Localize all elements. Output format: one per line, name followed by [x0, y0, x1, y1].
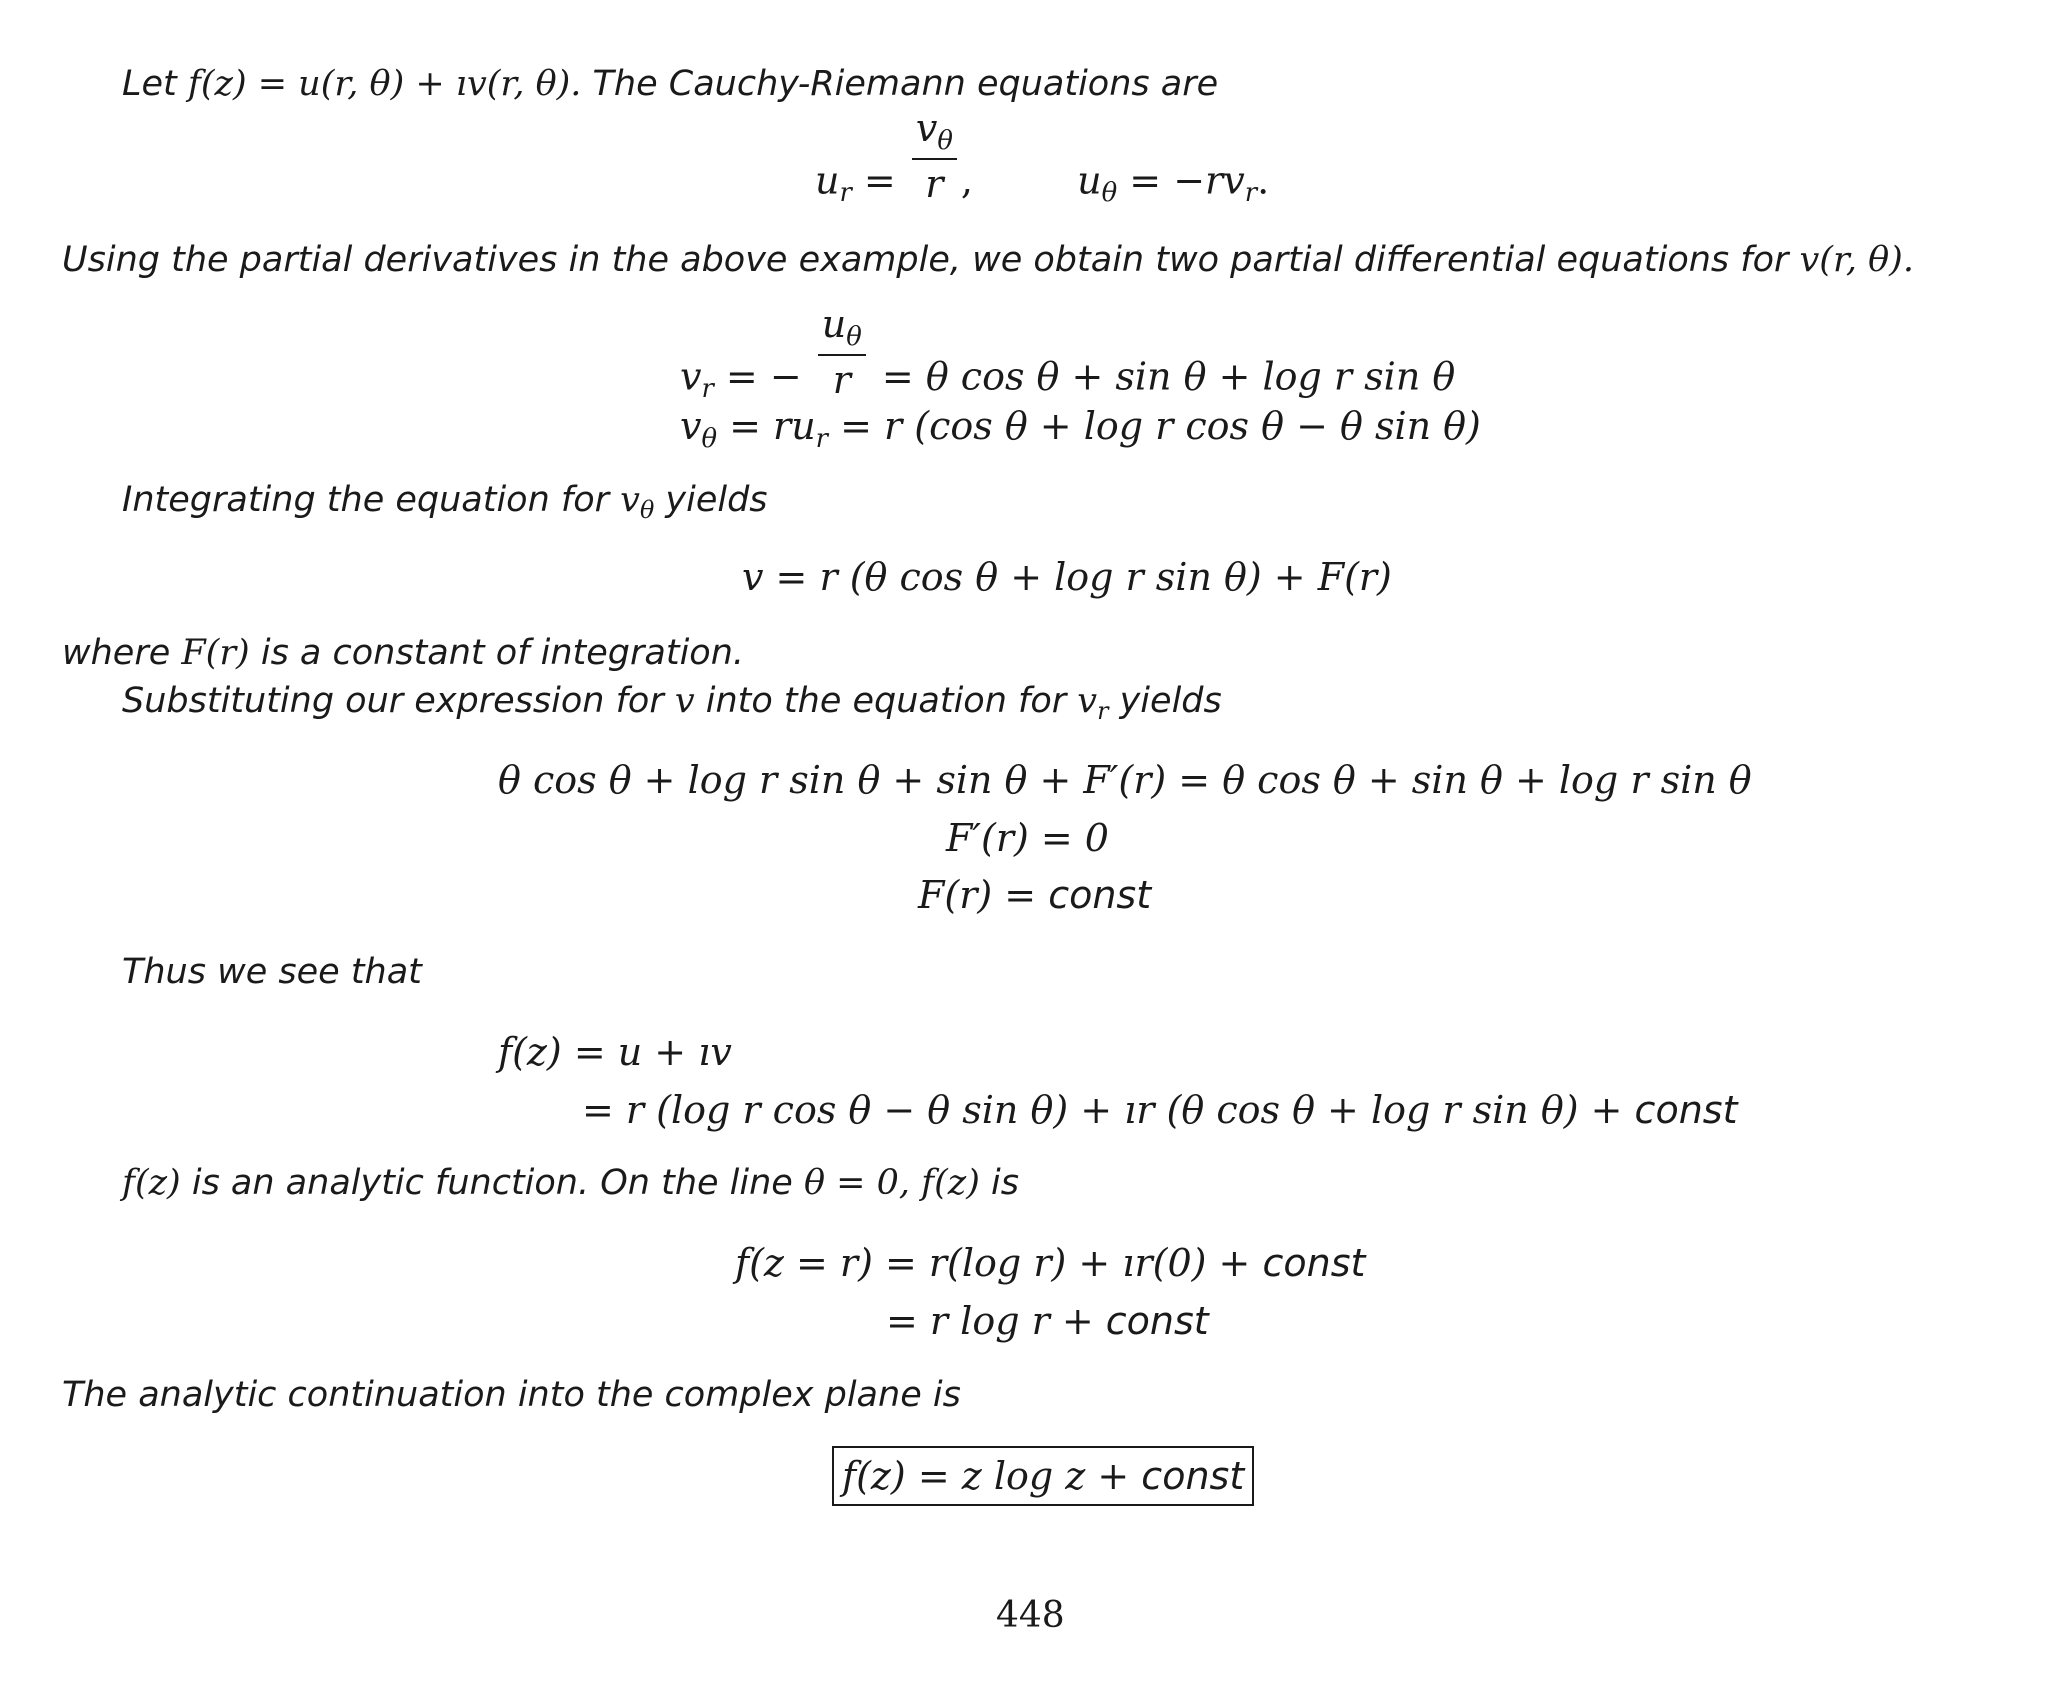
fraction-denominator: r — [925, 161, 944, 206]
boxed-result — [832, 1446, 1254, 1506]
math-inline: v — [620, 480, 640, 520]
math: = −rv — [1117, 158, 1245, 203]
math-sub: θ — [639, 496, 655, 525]
text: The Cauchy-Riemann equations are — [581, 64, 1219, 104]
equation-substitution-2 — [946, 816, 1109, 860]
equation-f-line-2 — [582, 1088, 1737, 1132]
const-label: const — [1141, 1454, 1245, 1498]
text: where — [62, 633, 182, 673]
math-sub: θ — [701, 423, 718, 454]
math-sub: θ — [1101, 178, 1118, 209]
math-inline: v — [1077, 681, 1098, 721]
fraction-numerator — [912, 106, 957, 160]
equation-substitution-1 — [498, 758, 1752, 802]
math: u — [1077, 158, 1102, 203]
math-inline: f(z) = u(r, θ) + ıv(r, θ). — [187, 64, 582, 104]
math-sub: r — [815, 423, 829, 454]
math: . — [1257, 158, 1270, 203]
para-partial-derivatives — [62, 240, 1914, 280]
math: f(z) = u + ıv — [498, 1030, 732, 1074]
math-sub: r — [701, 374, 714, 405]
text: is an analytic function. On the line — [180, 1163, 804, 1203]
para-thus — [122, 952, 422, 992]
equation-f-real-1 — [735, 1241, 1365, 1285]
math-inline: f(z) — [921, 1163, 980, 1203]
const-label: const — [1262, 1241, 1366, 1285]
fraction-denominator: r — [832, 357, 851, 402]
math-inline: v — [674, 681, 695, 721]
text: Substituting our expression for — [122, 681, 675, 721]
para-where-constant — [62, 633, 744, 673]
math: u — [815, 158, 840, 203]
math: = ru — [717, 404, 816, 448]
text: yields — [1108, 681, 1222, 721]
equation-f-real-2 — [886, 1299, 1209, 1343]
math-inline: θ = 0, — [803, 1163, 910, 1203]
equation-v-integrated — [742, 555, 1392, 599]
math: = − — [713, 354, 802, 399]
page-number: 448 — [996, 1595, 1065, 1636]
text: The analytic continuation into the complex plane is — [62, 1375, 961, 1415]
math: = r (cos θ + log r cos θ − θ sin θ) — [828, 404, 1481, 448]
para-substituting — [122, 681, 1222, 725]
equation-substitution-3 — [918, 873, 1151, 917]
math-sub: r — [839, 178, 852, 209]
math: f(z = r) = r(log r) + ır(0) + — [735, 1241, 1263, 1285]
const-label: const — [1634, 1088, 1738, 1132]
para-cauchy-riemann-intro — [122, 64, 1218, 104]
math: = r (log r cos θ − θ sin θ) + ır (θ cos θ + log r sin θ) + — [582, 1088, 1635, 1132]
fraction-numerator — [818, 302, 866, 356]
math-sub: θ — [846, 321, 862, 352]
const-label: const — [1105, 1299, 1209, 1343]
const-label: const — [1048, 873, 1152, 917]
math: = — [851, 158, 896, 203]
math: u — [821, 302, 847, 346]
math: v — [680, 404, 702, 448]
text: into the equation for — [694, 681, 1078, 721]
equation-cauchy-riemann — [815, 106, 1270, 234]
math: = θ cos θ + sin θ + log r sin θ — [881, 354, 1456, 399]
text: Using the partial derivatives in the above example, we obtain two partial differential equations for — [62, 240, 1800, 280]
math: f(z) = z log z + — [842, 1454, 1142, 1498]
text: Let — [122, 64, 188, 104]
math-inline: f(z) — [122, 1163, 181, 1203]
math: v — [680, 354, 702, 399]
math-sub: θ — [937, 125, 953, 156]
text: yields — [654, 480, 768, 520]
math-sub: r — [1244, 178, 1258, 209]
math-inline: F(r) — [181, 633, 250, 673]
math: F′(r) = 0 — [946, 816, 1109, 860]
math: F(r) = — [918, 873, 1049, 917]
math-inline: v(r, θ). — [1799, 240, 1914, 280]
math-sub: r — [1097, 697, 1109, 726]
math: , — [960, 158, 973, 203]
math: = r log r + — [886, 1299, 1106, 1343]
text: is a constant of integration. — [249, 633, 745, 673]
math: v = r (θ cos θ + log r sin θ) + F(r) — [742, 555, 1392, 599]
para-analytic-continuation — [62, 1375, 961, 1415]
text: Thus we see that — [122, 952, 422, 992]
fraction — [912, 106, 957, 206]
para-analytic-function — [122, 1163, 1019, 1203]
fraction — [818, 302, 866, 402]
math: θ cos θ + log r sin θ + sin θ + F′(r) = θ cos θ + sin θ + log r sin θ — [498, 758, 1752, 802]
equation-f-line-1 — [498, 1030, 732, 1074]
math: v — [915, 106, 938, 150]
equation-v-theta — [680, 404, 1481, 454]
text: is — [979, 1163, 1019, 1203]
para-integrating — [122, 480, 768, 524]
text: Integrating the equation for — [122, 480, 621, 520]
